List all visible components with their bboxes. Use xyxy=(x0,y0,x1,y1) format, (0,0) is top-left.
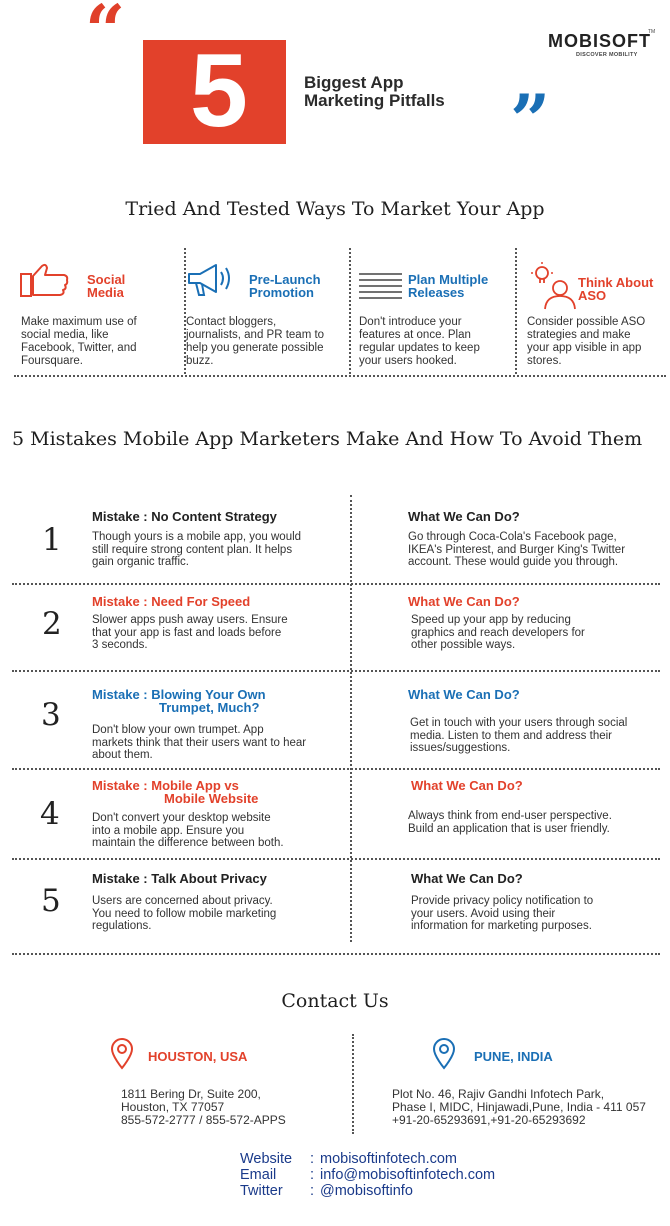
mistake-text: Don't convert your desktop website into a mobile app. Ensure you maintain the difference between both. xyxy=(92,812,284,849)
website-label: Website xyxy=(240,1151,293,1167)
contact-links: Website : mobisoftinfotech.com Email : info@mobisoftinfotech.com Twitter : @mobisoftinfo xyxy=(240,1151,496,1199)
office-city-pune: PUNE, INDIA xyxy=(474,1049,553,1064)
tip-text-pre-launch: Contact bloggers, journalists, and PR team to help you generate possible buzz. xyxy=(186,316,325,367)
mistake-title: Mistake : Blowing Your Own Trumpet, Much? xyxy=(92,687,266,715)
divider xyxy=(349,248,351,374)
megaphone-icon xyxy=(186,262,236,303)
tip-text-releases: Don't introduce your features at once. Plan regular updates to keep your users hooked. xyxy=(359,316,480,367)
mistake-text: Though yours is a mobile app, you would still require strong content plan. It helps gain organic traffic. xyxy=(92,531,302,568)
office-address-pune: Plot No. 46, Rajiv Gandhi Infotech Park, Phase I, MIDC, Hinjawadi,Pune, India - 411 057 +91-20-65293691,+91-20-65293692 xyxy=(392,1087,646,1127)
open-quote-mark: “ xyxy=(85,0,116,72)
headline-line-1: Biggest App xyxy=(304,73,404,92)
mistake-text: Don't blow your own trumpet. App markets think that their users want to hear about them. xyxy=(92,724,307,761)
website-link[interactable]: mobisoftinfotech.com xyxy=(320,1151,458,1167)
ways-title: Tried And Tested Ways To Market Your App xyxy=(125,198,545,220)
thumbs-up-icon xyxy=(20,262,70,303)
divider xyxy=(12,768,660,770)
divider xyxy=(12,583,660,585)
mistake-number: 1 xyxy=(42,522,62,558)
solution-title: What We Can Do? xyxy=(408,687,520,702)
close-quote-mark: ” xyxy=(510,79,541,162)
office-city-houston: HOUSTON, USA xyxy=(148,1049,248,1064)
contact-title: Contact Us xyxy=(281,990,389,1012)
logo-tagline: DISCOVER MOBILITY xyxy=(576,52,638,58)
solution-title: What We Can Do? xyxy=(411,871,523,886)
stack-lines-icon xyxy=(358,272,404,305)
location-pin-icon xyxy=(110,1038,134,1075)
mistake-number: 5 xyxy=(41,883,61,919)
email-label: Email xyxy=(240,1167,277,1183)
mistake-title: Mistake : Need For Speed xyxy=(92,594,251,609)
tip-text-social-media: Make maximum use of social media, like Facebook, Twitter, and Foursquare. xyxy=(21,316,137,367)
headline-number: 5 xyxy=(190,33,248,149)
mistake-number: 2 xyxy=(42,606,62,642)
solution-text: Provide privacy policy notification to your users. Avoid using their information for marketing purposes. xyxy=(411,895,594,932)
mistake-title: Mistake : No Content Strategy xyxy=(92,509,277,524)
tip-title-pre-launch: Pre-Launch Promotion xyxy=(249,272,321,300)
tip-title-social-media: Social Media xyxy=(87,272,126,300)
solution-title: What We Can Do? xyxy=(408,509,520,524)
divider xyxy=(12,670,660,672)
tip-text-aso: Consider possible ASO strategies and make your app visible in app stores. xyxy=(527,316,646,367)
divider xyxy=(12,858,660,860)
divider xyxy=(12,953,660,955)
location-pin-icon xyxy=(432,1038,456,1075)
divider xyxy=(515,248,517,374)
idea-person-icon xyxy=(527,262,577,315)
twitter-link[interactable]: @mobisoftinfo xyxy=(320,1183,413,1199)
email-link[interactable]: info@mobisoftinfotech.com xyxy=(320,1167,496,1183)
divider xyxy=(352,1034,354,1134)
headline-line-2: Marketing Pitfalls xyxy=(304,91,445,110)
solution-text: Go through Coca-Cola's Facebook page, IKEA's Pinterest, and Burger King's Twitter account. These would guide you through. xyxy=(408,531,626,568)
solution-title: What We Can Do? xyxy=(411,778,523,793)
logo-trademark: TM xyxy=(648,29,656,35)
divider xyxy=(14,375,666,377)
office-address-houston: 1811 Bering Dr, Suite 200, Houston, TX 77057 855-572-2777 / 855-572-APPS xyxy=(121,1087,286,1127)
mistake-title: Mistake : Mobile App vs Mobile Website xyxy=(92,778,259,806)
divider xyxy=(350,495,352,942)
mistake-title: Mistake : Talk About Privacy xyxy=(92,871,267,886)
solution-text: Speed up your app by reducing graphics and reach developers for other possible ways. xyxy=(411,614,585,651)
mistake-number: 4 xyxy=(40,796,60,832)
mistake-text: Slower apps push away users. Ensure that your app is fast and loads before 3 seconds. xyxy=(92,614,288,651)
twitter-label: Twitter xyxy=(240,1183,283,1199)
headline xyxy=(304,74,445,110)
solution-title: What We Can Do? xyxy=(408,594,520,609)
mistake-number: 3 xyxy=(41,697,61,733)
solution-text: Get in touch with your users through social media. Listen to them and address their issues/suggestions. xyxy=(410,717,628,754)
mobisoft-logo: MOBISOFT xyxy=(548,31,651,51)
tip-title-releases: Plan Multiple Releases xyxy=(408,272,489,300)
tip-title-aso: Think About ASO xyxy=(578,275,654,303)
mistakes-title: 5 Mistakes Mobile App Marketers Make And How To Avoid Them xyxy=(12,428,643,450)
solution-text: Always think from end-user perspective. Build an application that is user friendly. xyxy=(408,810,612,835)
mistake-text: Users are concerned about privacy. You need to follow mobile marketing regulations. xyxy=(92,895,277,932)
